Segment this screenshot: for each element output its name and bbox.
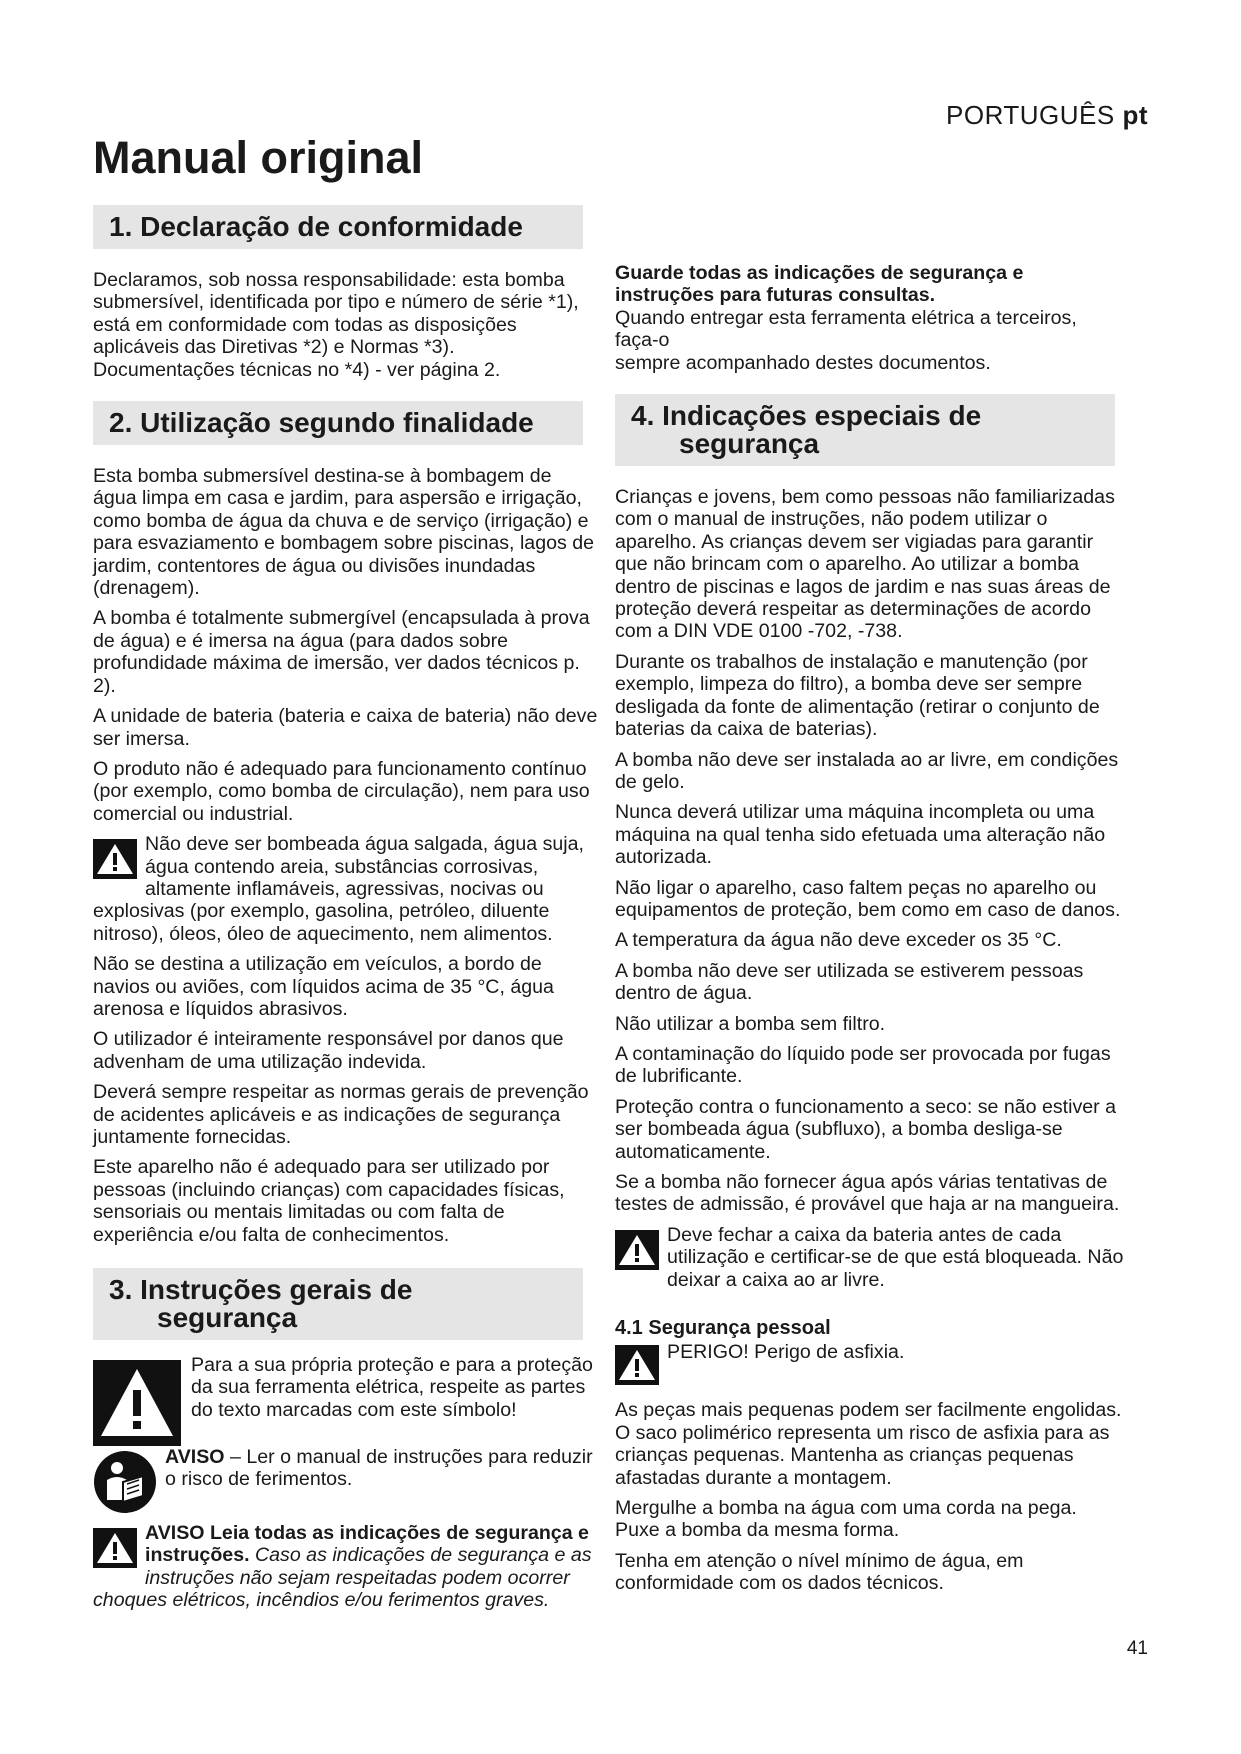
s4-paragraph-12-warning [615,1224,1125,1291]
s2-paragraph-4: O produto não é adequado para funcionamento contínuo (por exemplo, como bomba de circulação), nem para uso comercial ou industrial. [93,757,590,825]
s4-heading-line-2: segurança [679,428,820,460]
s4-paragraph-9: A contaminação do líquido pode ser provocada por fugas de lubrificante. [615,1042,1111,1088]
s3-keep-text: Quando entregar esta ferramenta elétrica a terceiros, faça-o [615,306,1077,352]
s2-paragraph-7: O utilizador é inteiramente responsável por danos que advenham de uma utilização indevida. [93,1028,564,1073]
s4-paragraph-2: Durante os trabalhos de instalação e manutenção (por exemplo, limpeza do filtro), a bomba deve ser sempre desligada da fonte de alimentação (retirar o conjunto de baterias da caixa de baterias). [615,650,1100,741]
page-language-header [946,100,1148,131]
s4-paragraph-6: A temperatura da água não deve exceder os 35 °C. [615,929,1062,952]
s4-danger-text: PERIGO! Perigo de asfixia. [667,1341,905,1364]
s3-aviso-text: – Ler o manual de instruções para reduzir o risco de ferimentos. [165,1446,593,1491]
page-title: Manual original [93,132,424,183]
s3-aviso-paragraph [93,1446,598,1491]
s2-paragraph-5-warning [93,833,598,945]
s4-paragraph-13: As peças mais pequenas podem ser facilmente engolidas. O saco polimérico representa um risco de asfixia para as crianças pequenas. Mantenha as crianças pequenas afastadas durante a montagem. [615,1399,1122,1489]
s4-danger-paragraph [615,1341,1125,1387]
s3-aviso2-bold: AVISO Leia todas as indicações de segurança e instruções. [145,1522,589,1567]
right-column-main [615,262,1125,1603]
s3-keep-paragraph [615,262,1125,374]
s4-paragraph-8: Não utilizar a bomba sem filtro. [615,1012,886,1035]
s4-paragraph-10: Proteção contra o funcionamento a seco: se não estiver a ser bombeada água (subfluxo), a bomba desliga-se automaticamente. [615,1095,1117,1163]
s4-paragraph-11: Se a bomba não fornecer água após várias tentativas de testes de admissão, é provável que haja ar na mangueira. [615,1171,1120,1216]
s4-paragraph-5: Não ligar o aparelho, caso faltem peças no aparelho ou equipamentos de proteção, bem como em caso de danos. [615,876,1121,921]
s2-paragraph-2: A bomba é totalmente submergível (encapsulada à prova de água) e é imersa na água (para dados sobre profundidade máxima de imersão, ver dados técnicos p. 2). [93,607,590,697]
s3-aviso-label: AVISO [165,1446,225,1469]
s4-paragraph-14: Mergulhe a bomba na água com uma corda na pega. Puxe a bomba da mesma forma. [615,1497,1077,1542]
s3-heading-line-1: 3. Instruções gerais de [109,1274,413,1306]
s4-1-subheading: 4.1 Segurança pessoal [615,1317,831,1340]
s3-keep-bold: Guarde todas as indicações de segurança e instruções para futuras consultas. [615,262,1024,307]
warning-triangle-icon-2 [93,1528,137,1568]
warning-triangle-icon [93,839,137,879]
left-column [93,205,598,1620]
s3-symbol-paragraph [93,1354,598,1421]
s3-keep-text-2: sempre acompanhado destes documentos. [615,351,991,374]
section-4-heading [615,394,1115,466]
section-1-heading: 1. Declaração de conformidade [93,205,583,249]
s3-heading-line-2: segurança [157,1302,298,1334]
s4-warning-text: Deve fechar a caixa da bateria antes de cada utilização e certificar-se de que está bloqueada. Não deixar a caixa ao ar livre. [667,1223,1124,1291]
s2-paragraph-1: Esta bomba submersível destina-se à bombagem de água limpa em casa e jardim, para aspersão e irrigação, como bomba de água da chuva e de serviço (irrigação) e para esvaziamento e bombagem sobre piscinas, lagos de jardim, contentores de água ou divisões inundadas (drenagem). [93,465,595,600]
language-code: pt [1122,100,1148,130]
s4-heading-line-1: 4. Indicações especiais de [631,400,982,432]
warning-triangle-icon-3 [615,1230,659,1270]
s3-aviso2-italic: Caso as indicações de segurança e as instruções não sejam respeitadas podem ocorrer choques elétricos, incêndios e/ou ferimentos graves. [93,1544,592,1612]
s1-paragraph: Declaramos, sob nossa responsabilidade: esta bomba submersível, identificada por tipo e número de série *1), está em conformidade com todas as disposições aplicáveis das Diretivas *2) e Normas *3). Documentações técnicas no *4) - ver página 2. [93,269,579,381]
page-number: 41 [1126,1638,1148,1659]
warning-triangle-large-icon [93,1360,181,1446]
s4-paragraph-7: A bomba não deve ser utilizada se estiverem pessoas dentro de água. [615,959,1084,1005]
section-3-heading [93,1268,583,1340]
s2-paragraph-8: Deverá sempre respeitar as normas gerais de prevenção de acidentes aplicáveis e as indicações de segurança juntamente fornecidas. [93,1081,589,1148]
s4-paragraph-15: Tenha em atenção o nível mínimo de água, em conformidade com os dados técnicos. [615,1549,1024,1595]
s4-paragraph-4: Nunca deverá utilizar uma máquina incompleta ou uma máquina na qual tenha sido efetuada uma alteração não autorizada. [615,801,1106,869]
s2-paragraph-6: Não se destina a utilização em veículos, a bordo de navios ou aviões, com líquidos acima de 35 °C, água arenosa e líquidos abrasivos. [93,953,554,1020]
read-manual-icon [93,1450,157,1514]
s2-paragraph-3: A unidade de bateria (bateria e caixa de bateria) não deve ser imersa. [93,705,598,750]
s2-paragraph-9: Este aparelho não é adequado para ser utilizado por pessoas (incluindo crianças) com capacidades físicas, sensoriais ou mentais limitadas ou com falta de experiência e/ou falta de conhecimentos. [93,1156,565,1246]
section-2-heading: 2. Utilização segundo finalidade [93,401,583,445]
s3-symbol-text: Para a sua própria proteção e para a proteção da sua ferramenta elétrica, respeite as partes do texto marcadas com este símbolo! [191,1354,593,1421]
s3-aviso2-paragraph [93,1522,598,1612]
s4-paragraph-3: A bomba não deve ser instalada ao ar livre, em condições de gelo. [615,748,1119,793]
danger-triangle-icon [615,1345,659,1385]
s4-paragraph-1: Crianças e jovens, bem como pessoas não familiarizadas com o manual de instruções, não podem utilizar o aparelho. As crianças devem ser vigiadas para garantir que não brincam com o aparelho. Ao utilizar a bomba dentro de piscinas e lagos de jardim e nas suas áreas de proteção deverá respeitar as determinações de acordo com a DIN VDE 0100 -702, -738. [615,486,1115,643]
language-label: PORTUGUÊS [946,100,1115,130]
s2-warning-text: Não deve ser bombeada água salgada, água suja, água contendo areia, substâncias corrosivas, altamente inflamáveis, agressivas, nocivas ou explosivas (por exemplo, gasolina, petróleo, diluente nitroso), óleos, óleo de aquecimento, nem alimentos. [93,833,585,945]
